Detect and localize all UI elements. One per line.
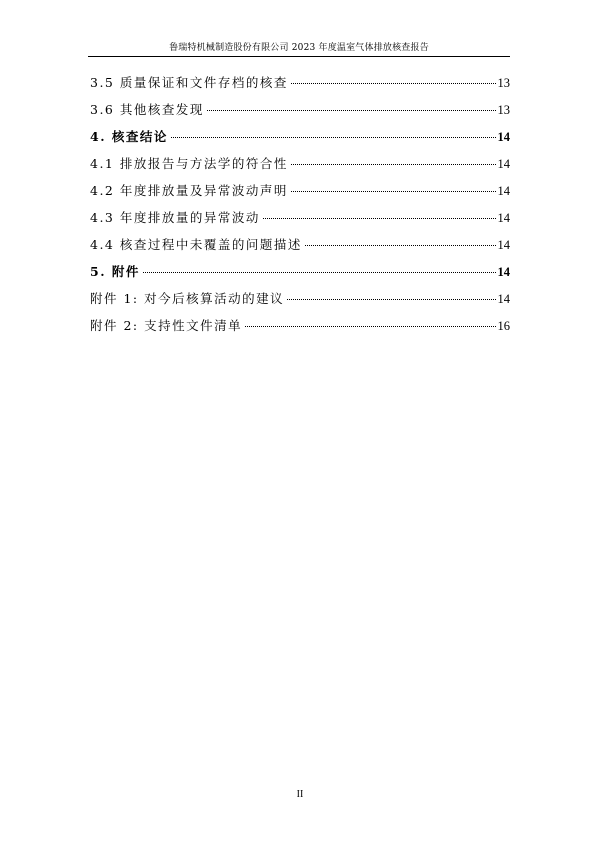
toc-entry[interactable] xyxy=(90,204,510,231)
toc-entry[interactable] xyxy=(90,231,510,258)
toc-entry-label: 3.6 其他核查发现 xyxy=(90,102,204,117)
toc-entry-page: 16 xyxy=(497,319,510,333)
table-of-contents xyxy=(90,69,510,339)
page-number: II xyxy=(296,789,304,800)
toc-leader-dots xyxy=(207,110,496,111)
toc-entry-page: 14 xyxy=(497,238,510,252)
toc-entry-page: 13 xyxy=(497,103,510,117)
toc-entry[interactable] xyxy=(90,177,510,204)
toc-entry-label: 附件 2: 支持性文件清单 xyxy=(90,318,243,333)
header-divider xyxy=(88,56,510,57)
page-header-title: 鲁瑞特机械制造股份有限公司 2023 年度温室气体排放核查报告 xyxy=(169,43,429,53)
toc-entry-label: 4.4 核查过程中未覆盖的问题描述 xyxy=(90,237,302,252)
toc-leader-dots xyxy=(291,191,496,192)
toc-entry-section-5[interactable] xyxy=(90,258,510,285)
toc-entry-label: 4.3 年度排放量的异常波动 xyxy=(90,210,260,225)
toc-leader-dots xyxy=(143,272,496,273)
toc-entry-section-4[interactable] xyxy=(90,123,510,150)
toc-entry-page: 14 xyxy=(497,130,510,144)
toc-leader-dots xyxy=(287,299,495,300)
toc-leader-dots xyxy=(263,218,496,219)
toc-entry[interactable] xyxy=(90,312,510,339)
toc-leader-dots xyxy=(245,326,495,327)
toc-leader-dots xyxy=(291,83,496,84)
toc-entry-label: 附件 1: 对今后核算活动的建议 xyxy=(90,291,285,306)
toc-leader-dots xyxy=(291,164,496,165)
toc-entry[interactable] xyxy=(90,150,510,177)
toc-entry-label: 4.1 排放报告与方法学的符合性 xyxy=(90,156,288,171)
toc-entry-label: 5. 附件 xyxy=(90,264,140,279)
toc-leader-dots xyxy=(305,245,496,246)
toc-entry[interactable] xyxy=(90,69,510,96)
toc-entry[interactable] xyxy=(90,285,510,312)
toc-entry-label: 4.2 年度排放量及异常波动声明 xyxy=(90,183,288,198)
toc-entry-page: 14 xyxy=(497,184,510,198)
toc-entry-page: 14 xyxy=(497,292,510,306)
toc-entry-page: 13 xyxy=(497,76,510,90)
toc-leader-dots xyxy=(171,137,496,138)
toc-entry-label: 3.5 质量保证和文件存档的核查 xyxy=(90,75,288,90)
toc-entry-page: 14 xyxy=(497,157,510,171)
toc-entry-page: 14 xyxy=(497,211,510,225)
toc-entry[interactable] xyxy=(90,96,510,123)
toc-entry-page: 14 xyxy=(497,265,510,279)
toc-entry-label: 4. 核查结论 xyxy=(90,129,168,144)
